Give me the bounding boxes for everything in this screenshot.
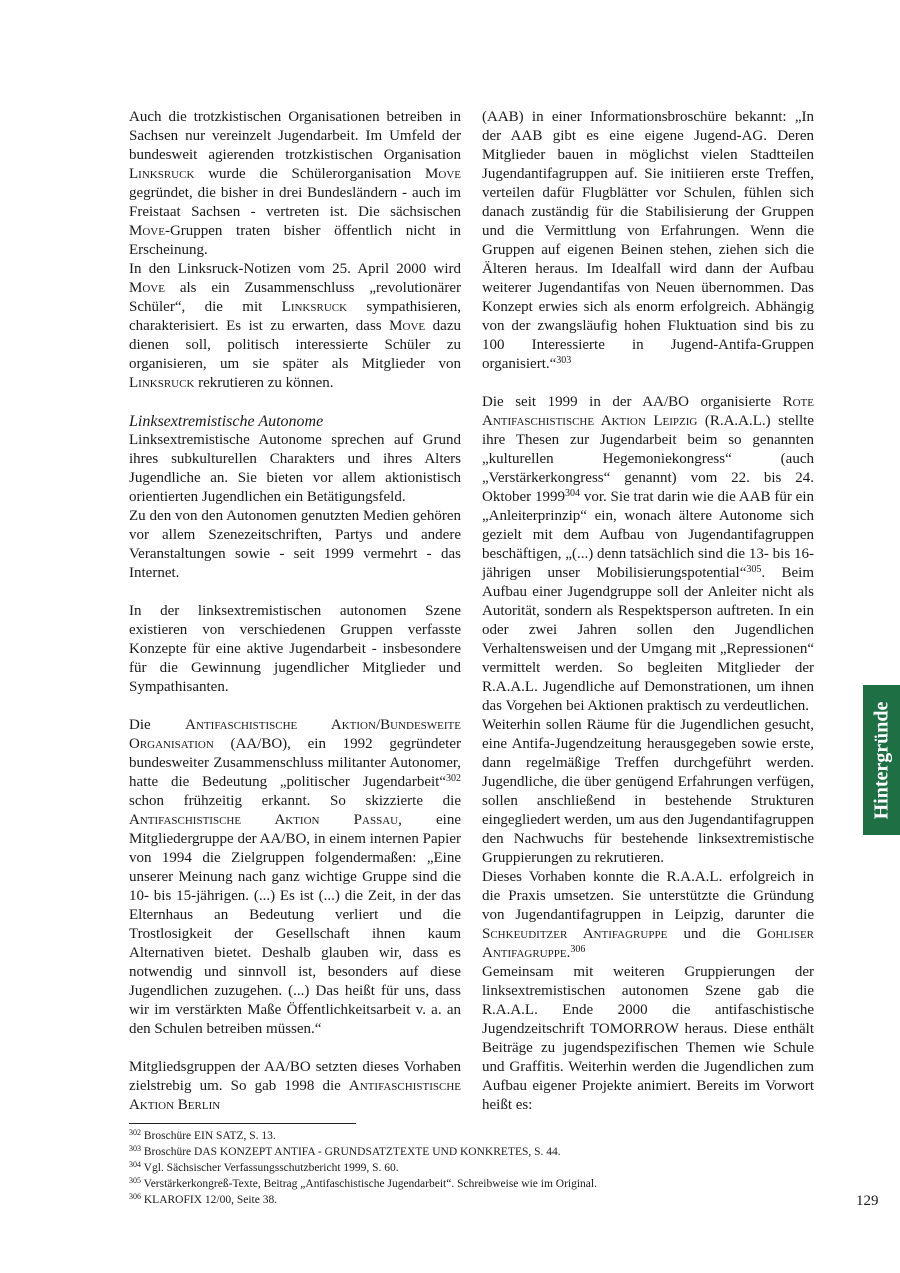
- footnote-ref-303: 303: [556, 355, 572, 366]
- footnote-divider: [129, 1123, 356, 1124]
- right-column: [482, 108, 814, 1115]
- section-tab-hintergruende: [863, 685, 900, 835]
- paragraph-vorhaben: Dieses Vorhaben konnte die R.A.A.L. erfolgreich in die Praxis umsetzen. Sie unterstützte die Gründung von Jugendantifagruppen in Leipzig, darunter die Schkeuditzer Antifagruppe und die Gohliser Antifagruppe.$^{306}$: [482, 869, 815, 961]
- org-aab: Antifaschistische Aktion Berlin: [129, 1078, 461, 1113]
- org-move: Move: [129, 280, 165, 296]
- footnote: [129, 1160, 829, 1176]
- org-raal: Rote Antifaschistische Aktion Leipzig: [482, 394, 814, 429]
- page-number: 129: [856, 1193, 879, 1209]
- paragraph-aabo: Die Antifaschistische Aktion/Bundesweite Organisation (AA/BO), ein 1992 gegründeter bundesweiter Zusammenschluss militanter Autonomer, hatte die Bedeutung „politischer Jugendarbeit“$^{302}$ schon frühzeitig erkannt. So skizzierte die Antifaschistische Aktion Passau, eine Mitgliedergruppe der AA/BO, in einem internen Papier von 1994 die Zielgruppen folgendermaßen: „Eine unserer Meinung nach ganz wichtige Gruppe sind die 10- bis 15-jährigen. (...) Es ist (...) die Zeit, in der das Elternhaus an Bedeutung verliert und die Trostlosigkeit der Gesellschaft ihnen kaum Alternativen bietet. Deshalb glauben wir, dass es notwendig und sinnvoll ist, besonders auf diese Jugendlichen zuzugehen. (...) Das heißt für uns, dass wir im verstärkten Maße Öffentlichkeitsarbeit v. a. an den Schulen betreiben müssen.“: [129, 717, 461, 1037]
- footnote-ref-305: 305: [746, 564, 762, 575]
- paragraph-tomorrow: Gemeinsam mit weiteren Gruppierungen der linksextremistischen autonomen Szene gab die R.A.A.L. Ende 2000 die antifaschistische Jugendzeitschrift TOMORROW heraus. Diese enthält Beiträge zu jugendspezifischen Themen wie Schule und Graffitis. Weiterhin werden die Jugendlichen zum Aufbau eigener Projekte animiert. Bereits im Vorwort heißt es:: [482, 964, 814, 1113]
- org-aa-passau: Antifaschistische Aktion Passau: [129, 812, 399, 828]
- footnotes: [129, 1128, 829, 1208]
- org-gohliser: Gohliser Antifagruppe: [482, 926, 815, 961]
- left-column: [129, 108, 461, 1115]
- paragraph-aab-jugend-ag: (AAB) in einer Informationsbroschüre bekannt: „In der AAB gibt es eine eigene Jugend-AG. Deren Mitglieder bauen in möglichst vielen Stadtteilen Jugendantifagruppen auf. Sie initiieren erste Treffen, verteilen dafür Flugblätter vor Schulen, fühlen sich danach zuständig für die Stabilisierung der Gruppen und die Vermittlung von Erfahrungen. Wenn die Gruppen auf eigenen Beinen stehen, ziehen sich die Älteren heraus. Im Idealfall wird dann der Aufbau weiterer Jugendantifas von Neuen übernommen. Das Konzept erwies sich als enorm erfolgreich. Abhängig von der zwangsläufig hohen Fluktuation sind bis zu 100 Interessierte in Jugend-Antifa-Gruppen organisiert.“$^{303}$: [482, 109, 814, 372]
- org-linksruck: Linksruck: [129, 166, 195, 182]
- footnote-text: Broschüre EIN SATZ, S. 13.: [143, 1130, 276, 1142]
- org-aabo: Antifaschistische Aktion/Bundesweite Organisation: [129, 717, 461, 752]
- footnote: [129, 1176, 829, 1192]
- org-move: Move: [129, 223, 165, 239]
- paragraph-trotzkisten: Auch die trotzkistischen Organisationen betreiben in Sachsen nur vereinzelt Jugendarbeit. Im Umfeld der bundesweit agierenden trotzkistischen Organisation Linksruck wurde die Schülerorganisation Move gegründet, die bisher in drei Bundesländern - auch im Freistaat Sachsen - vertreten ist. Die sächsischen Move-Gruppen traten bisher öffentlich nicht in Erscheinung.: [129, 109, 461, 258]
- paragraph-medien: Zu den von den Autonomen genutzten Medien gehören vor allem Szenezeitschriften, Partys und andere Veranstaltungen sowie - seit 1999 vermehrt - das Internet.: [129, 508, 461, 581]
- paragraph-raeume: Weiterhin sollen Räume für die Jugendlichen gesucht, eine Antifa-Jugendzeitung herausgegeben sowie erste, dann regelmäßige Treffen durchgeführt werden. Jugendliche, die über genügend Erfahrungen verfügen, sollen anschließend in bestehende Strukturen eingegliedert werden, um aus den Jugendantifagruppen den Nachwuchs für bestehende linksextremistische Gruppierungen zu rekrutieren.: [482, 717, 814, 866]
- org-schkeuditzer: Schkeuditzer Antifagruppe: [482, 926, 668, 942]
- paragraph-konzepte: In der linksextremistischen autonomen Szene existieren von verschiedenen Gruppen verfasste Konzepte für eine aktive Jugendarbeit - insbesondere für die Gewinnung jugendlicher Mitglieder und Sympathisanten.: [129, 603, 461, 695]
- org-linksruck: Linksruck: [129, 375, 195, 391]
- paragraph-linksruck-notizen: In den Linksruck-Notizen vom 25. April 2000 wird Move als ein Zusammenschluss „revolutionärer Schüler“, die mit Linksruck sympathisieren, charakterisiert. Es ist zu erwarten, dass Move dazu dienen soll, politisch interessierte Schüler zu organisieren, um sie später als Mitglieder von Linksruck rekrutieren zu können.: [129, 261, 461, 391]
- org-move: Move: [389, 318, 426, 334]
- footnote-text: KLAROFIX 12/00, Seite 38.: [143, 1194, 278, 1206]
- section-tab-label: Hintergründe: [870, 701, 892, 819]
- paragraph-autonome-intro: Linksextremistische Autonome sprechen auf Grund ihres subkulturellen Charakters und ihres Alters Jugendliche an. Sie bieten vor allem aktionistisch orientierten Jugendlichen ein Betätigungsfeld.: [129, 432, 461, 505]
- footnote: [129, 1128, 829, 1144]
- footnote-text: Vgl. Sächsischer Verfassungsschutzbericht 1999, S. 60.: [143, 1162, 399, 1174]
- footnote-number: 306: [129, 1192, 141, 1201]
- footnote-ref-306: 306: [570, 944, 586, 955]
- footnote-number: 304: [129, 1160, 141, 1169]
- section-heading: Linksextremistische Autonome: [129, 413, 324, 430]
- org-move: Move: [425, 166, 461, 182]
- footnote-number: 305: [129, 1176, 141, 1185]
- paragraph-mitgliedsgruppen: Mitgliedsgruppen der AA/BO setzten dieses Vorhaben zielstrebig um. So gab 1998 die Antifaschistische Aktion Berlin: [129, 1059, 461, 1113]
- paragraph-raal: Die seit 1999 in der AA/BO organisierte Rote Antifaschistische Aktion Leipzig (R.A.A.L.) stellte ihre Thesen zur Jugendarbeit beim so genannten „kulturellen Hegemoniekongress“ (auch „Verstärkerkongress“ genannt) vom 22. bis 24. Oktober 1999$^{304}$ vor. Sie trat darin wie die AAB für ein „Anleiterprinzip“ ein, wonach ältere Autonome sich gezielt mit dem Aufbau von Jugendantifagruppen beschäftigen, „(...) denn tatsächlich sind die 13- bis 16-jährigen unser Mobilisierungspotential“$^{305}$. Beim Aufbau einer Jugendgruppe soll der Anleiter nicht als Autorität, sondern als Respektsperson auftreten. In ein oder zwei Jahren sollen den Jugendlichen Verhaltensweisen und der Umgang mit „Repressionen“ vermittelt werden. So begleiten Mitglieder der R.A.A.L. Jugendliche auf Demonstrationen, um ihnen das Vorgehen bei Aktionen praktisch zu verdeutlichen.: [482, 394, 814, 714]
- footnote-number: 302: [129, 1128, 141, 1137]
- footnote-ref-302: 302: [446, 773, 461, 784]
- footnote-text: Verstärkerkongreß-Texte, Beitrag „Antifaschistische Jugendarbeit“. Schreibweise wie im Original.: [143, 1178, 597, 1190]
- footnote: [129, 1192, 829, 1208]
- footnote-ref-304: 304: [564, 488, 580, 499]
- footnote-number: 303: [129, 1144, 141, 1153]
- footnote-text: Broschüre DAS KONZEPT ANTIFA - GRUNDSATZTEXTE UND KONKRETES, S. 44.: [143, 1146, 561, 1158]
- footnote: [129, 1144, 829, 1160]
- org-linksruck: Linksruck: [281, 299, 348, 315]
